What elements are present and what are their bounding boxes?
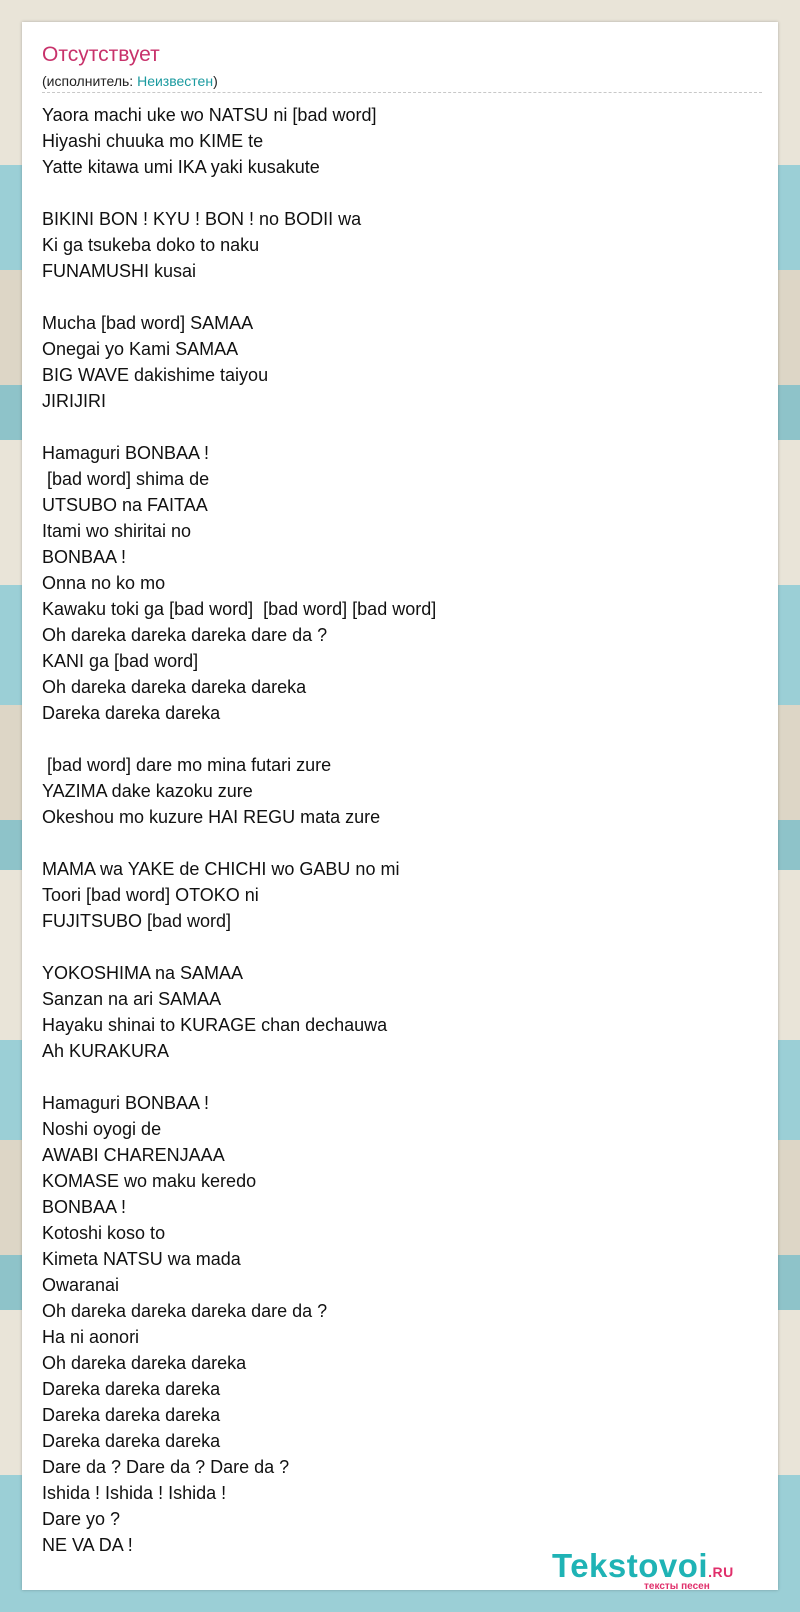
lyrics-line: Noshi oyogi de: [42, 1119, 162, 1139]
lyrics-line: AWABI CHARENJAAA: [42, 1145, 225, 1165]
lyrics-blank-line: [42, 180, 436, 206]
lyrics-line: Onna no ko mo: [42, 573, 166, 593]
lyrics-card: [22, 22, 778, 1590]
lyrics-blank-line: [42, 284, 436, 310]
logo-tagline: тексты песен: [644, 1581, 710, 1592]
lyrics-line: FUNAMUSHI kusai: [42, 261, 197, 281]
lyrics-line: Kawaku toki ga [bad word] [bad word] [bad word]: [42, 599, 437, 619]
lyrics-line: Sanzan na ari SAMAA: [42, 989, 222, 1009]
lyrics-line: Kimeta NATSU wa mada: [42, 1249, 241, 1269]
lyrics-line: Dareka dareka dareka: [42, 703, 221, 723]
artist-prefix: (исполнитель:: [42, 73, 138, 89]
lyrics-line: YOKOSHIMA na SAMAA: [42, 963, 244, 983]
lyrics-line: MAMA wa YAKE de CHICHI wo GABU no mi: [42, 859, 400, 879]
lyrics-line: BONBAA !: [42, 1197, 127, 1217]
lyrics-line: NE VA DA !: [42, 1535, 133, 1555]
lyrics-line: BONBAA !: [42, 547, 127, 567]
lyrics-blank-line: [42, 414, 436, 440]
lyrics-line: Itami wo shiritai no: [42, 521, 192, 541]
lyrics-line: JIRIJIRI: [42, 391, 107, 411]
lyrics-line: BIKINI BON ! KYU ! BON ! no BODII wa: [42, 209, 362, 229]
lyrics-line: UTSUBO na FAITAA: [42, 495, 208, 515]
lyrics-line: Hayaku shinai to KURAGE chan dechauwa: [42, 1015, 388, 1035]
lyrics-blank-line: [42, 1064, 436, 1090]
lyrics-line: Ah KURAKURA: [42, 1041, 170, 1061]
lyrics-line: Oh dareka dareka dareka dare da ?: [42, 625, 328, 645]
lyrics-line: KANI ga [bad word]: [42, 651, 199, 671]
lyrics-line: Hamaguri BONBAA !: [42, 1093, 210, 1113]
lyrics-line: Yatte kitawa umi IKA yaki kusakute: [42, 157, 320, 177]
logo-ru-suffix: .RU: [708, 1564, 734, 1580]
lyrics-blank-line: [42, 934, 436, 960]
lyrics-line: Ha ni aonori: [42, 1327, 140, 1347]
title-divider: [42, 92, 762, 93]
lyrics-line: Owaranai: [42, 1275, 120, 1295]
lyrics-line: [bad word] shima de: [42, 469, 210, 489]
lyrics-line: Toori [bad word] OTOKO ni: [42, 885, 259, 905]
lyrics-line: Dare yo ?: [42, 1509, 121, 1529]
lyrics-blank-line: [42, 726, 436, 752]
artist-link[interactable]: Неизвестен: [137, 73, 214, 89]
artist-suffix: ): [213, 73, 218, 89]
lyrics-line: Kotoshi koso to: [42, 1223, 166, 1243]
artist-line: [42, 72, 218, 90]
lyrics-line: Mucha [bad word] SAMAA: [42, 313, 254, 333]
lyrics-line: Hiyashi chuuka mo KIME te: [42, 131, 264, 151]
lyrics-line: [bad word] dare mo mina futari zure: [42, 755, 332, 775]
logo-main-text: Tekstovoi: [552, 1547, 709, 1584]
lyrics-line: Yaora machi uke wo NATSU ni [bad word]: [42, 105, 377, 125]
lyrics-line: Hamaguri BONBAA !: [42, 443, 210, 463]
lyrics-line: Dare da ? Dare da ? Dare da ?: [42, 1457, 290, 1477]
lyrics-line: Onegai yo Kami SAMAA: [42, 339, 239, 359]
lyrics-line: Dareka dareka dareka: [42, 1405, 221, 1425]
tekstovoi-logo[interactable]: [552, 1547, 782, 1591]
lyrics-line: Okeshou mo kuzure HAI REGU mata zure: [42, 807, 381, 827]
song-title: Отсутствует: [42, 43, 160, 66]
lyrics-line: YAZIMA dake kazoku zure: [42, 781, 253, 801]
lyrics-line: Dareka dareka dareka: [42, 1379, 221, 1399]
lyrics-line: BIG WAVE dakishime taiyou: [42, 365, 269, 385]
lyrics-text: [42, 102, 436, 1558]
lyrics-line: Ki ga tsukeba doko to naku: [42, 235, 260, 255]
lyrics-line: Ishida ! Ishida ! Ishida !: [42, 1483, 227, 1503]
lyrics-line: KOMASE wo maku keredo: [42, 1171, 257, 1191]
lyrics-blank-line: [42, 830, 436, 856]
lyrics-line: Oh dareka dareka dareka: [42, 1353, 247, 1373]
lyrics-line: Oh dareka dareka dareka dare da ?: [42, 1301, 328, 1321]
lyrics-line: Dareka dareka dareka: [42, 1431, 221, 1451]
lyrics-line: FUJITSUBO [bad word]: [42, 911, 232, 931]
lyrics-line: Oh dareka dareka dareka dareka: [42, 677, 307, 697]
